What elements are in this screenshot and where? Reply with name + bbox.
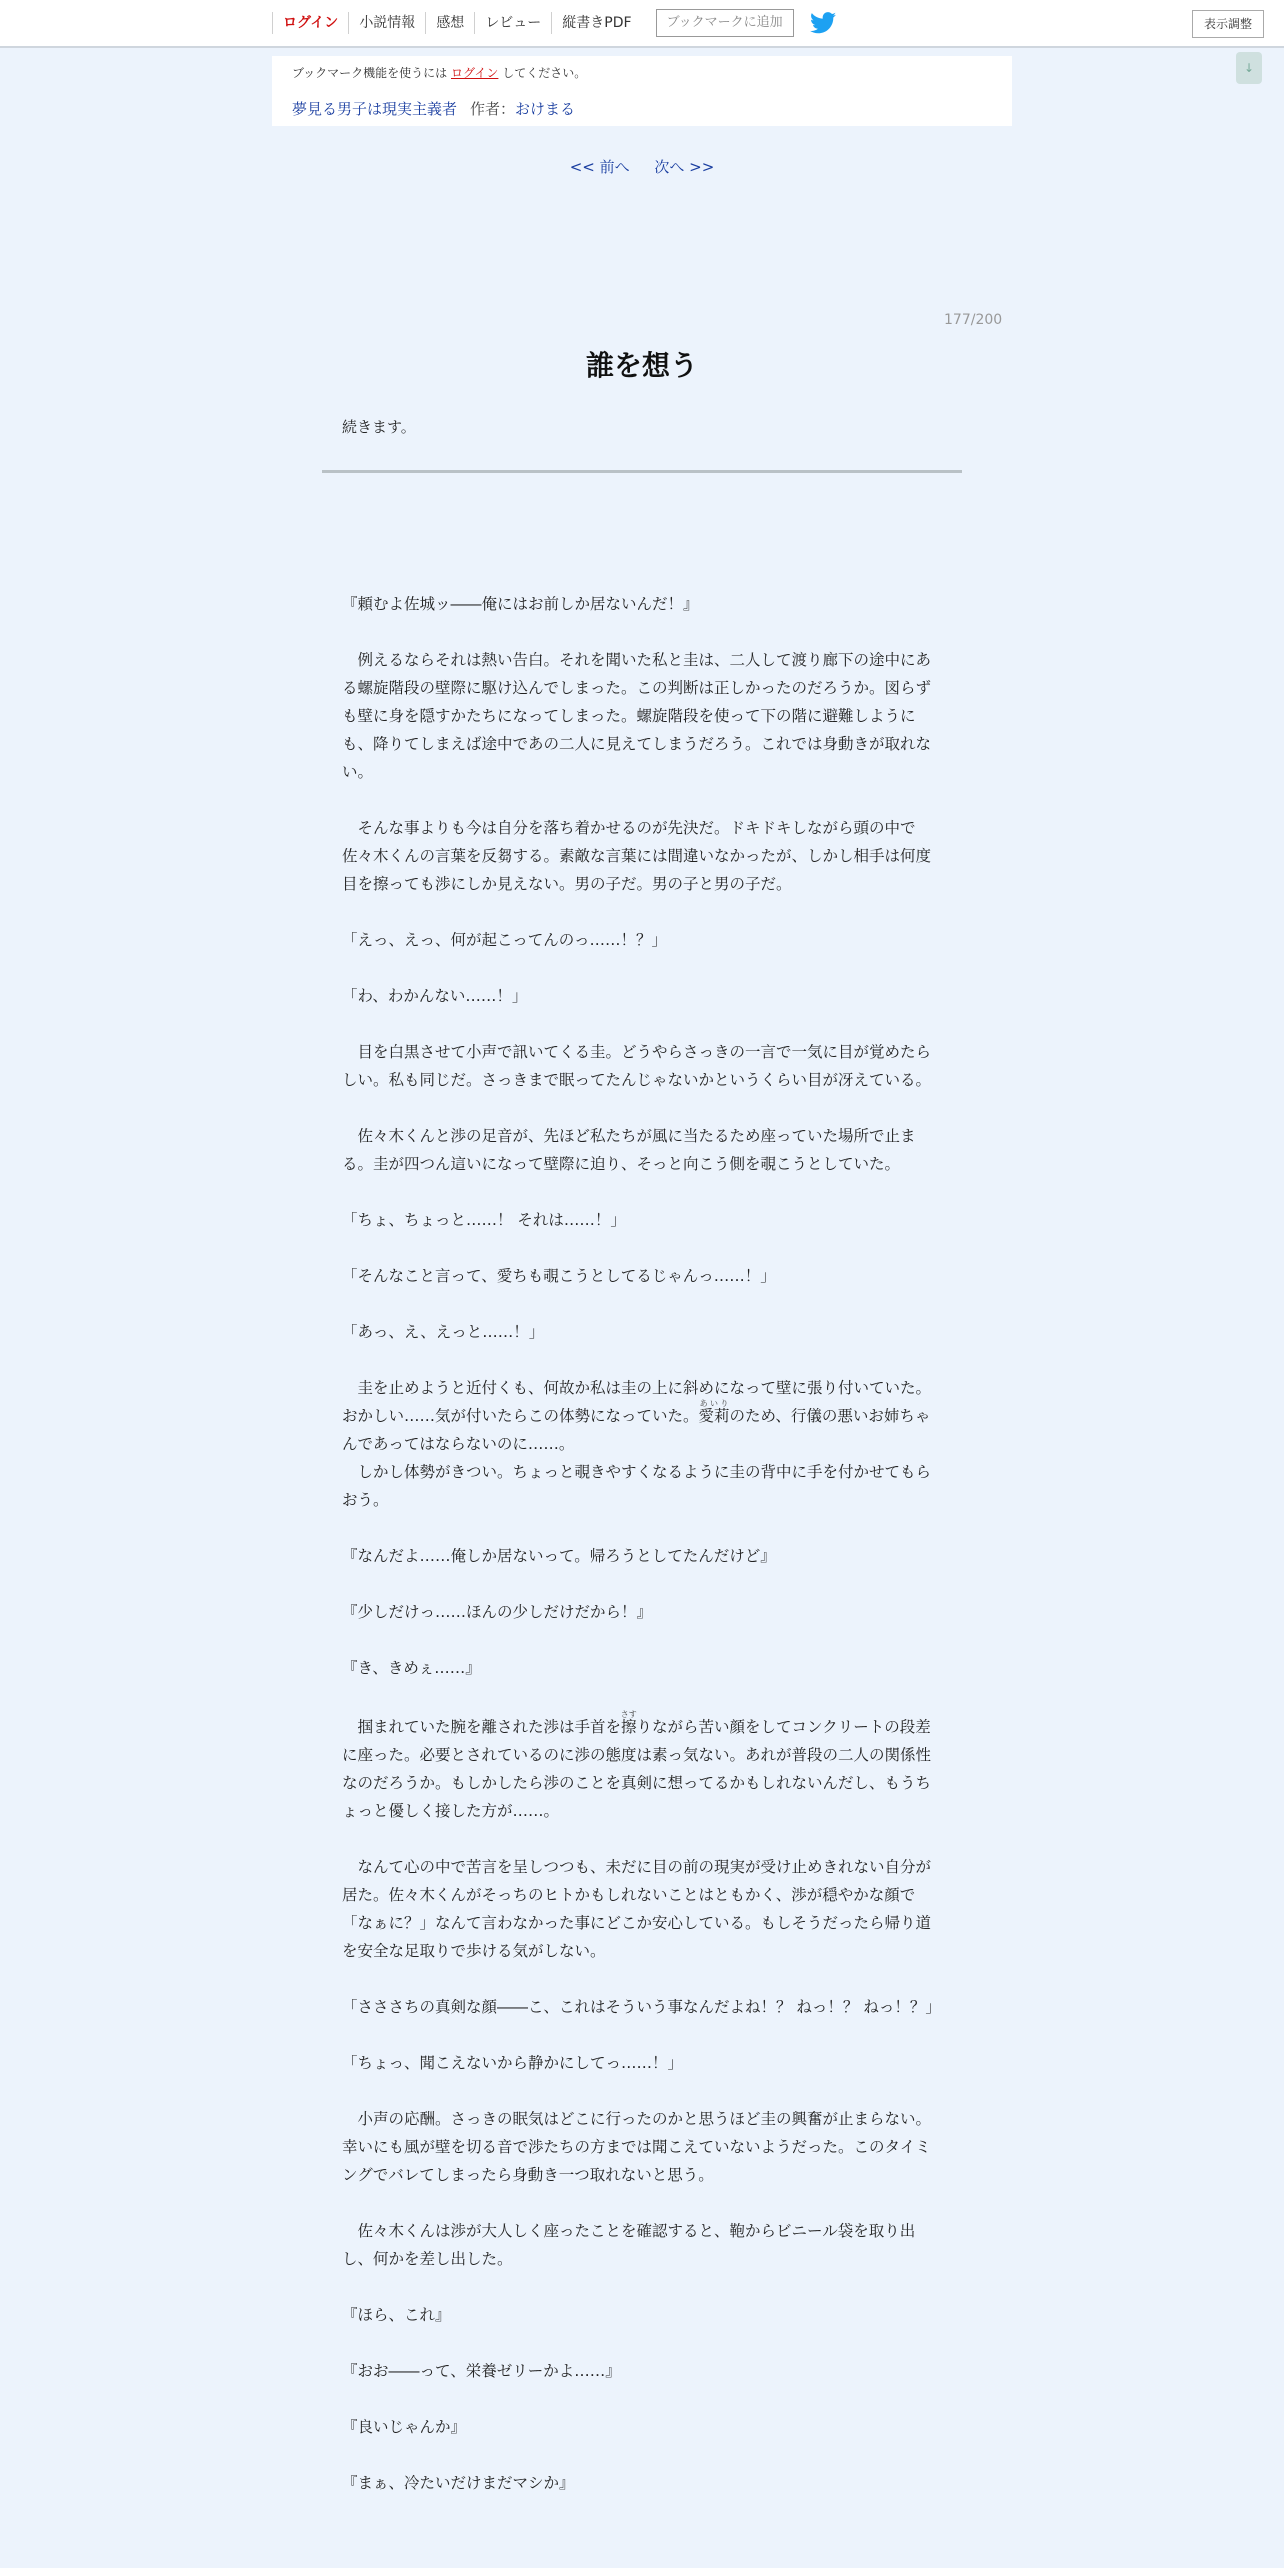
bookmark-login-note	[292, 64, 586, 81]
ruby-reading: さす	[620, 1710, 637, 1719]
prev-page-link[interactable]: << 前へ	[569, 158, 630, 176]
ruby-base: 擦	[620, 1718, 637, 1736]
author-line	[470, 98, 575, 119]
pager	[0, 156, 1284, 177]
novel-info-box	[272, 56, 1012, 126]
body-paragraph: 例えるならそれは熱い告白。それを聞いた私と圭は、二人して渡り廊下の途中にある螺旋階段の壁際に駆け込んでしまった。この判断は正しかったのだろうか。図らずも壁に身を隠すかたちになってしまった。螺旋階段を使って下の階に避難しようにも、降りてしまえば途中であの二人に見えてしまうだろう。これでは身動きが取れない。	[342, 651, 932, 781]
next-page-link[interactable]: 次へ >>	[654, 158, 715, 176]
body-paragraph: 「えっ、えっ、何が起こってんのっ……！？」	[342, 931, 668, 949]
chapter-body	[342, 590, 941, 2525]
top-nav-bar	[0, 0, 1284, 48]
nav-review-link[interactable]: レビュー	[474, 12, 551, 34]
body-paragraph: 目を白黒させて小声で訊いてくる圭。どうやらさっきの一言で一気に目が覚めたらしい。私も同じだ。さっきまで眠ってたんじゃないかというくらい目が冴えている。	[342, 1043, 932, 1089]
body-paragraph: 『少しだけっ……ほんの少しだけだから！』	[342, 1603, 653, 1621]
body-paragraph: なんて心の中で苦言を呈しつつも、未だに目の前の現実が受け止めきれない自分が居た。佐々木くんがそっちのヒトかもしれないことはともかく、渉が穏やかな顔で「なぁに？」なんて言わなかった事にどこか安心している。もしそうだったら帰り道を安全な足取りで歩ける気がしない。	[342, 1858, 932, 1960]
bm-note-post: してください。	[502, 66, 587, 80]
body-paragraph: 「あっ、え、えっと……！」	[342, 1323, 545, 1341]
nav-menu	[272, 0, 836, 46]
body-paragraph	[342, 1710, 938, 1825]
body-paragraph: 小声の応酬。さっきの眠気はどこに行ったのかと思うほど圭の興奮が止まらない。幸いにも風が壁を切る音で渉たちの方までは聞こえていないようだった。このタイミングでバレてしまったら身動き一つ取れないと思う。	[342, 2110, 932, 2184]
body-paragraph: 『おお――って、栄養ゼリーかよ……』	[342, 2362, 621, 2380]
body-paragraph: 『頼むよ佐城ッ――俺にはお前しか居ないんだ！』	[342, 595, 699, 613]
nav-pdf-link[interactable]: 縦書きPDF	[551, 12, 641, 34]
nav-novel-info-link[interactable]: 小説情報	[348, 12, 425, 34]
body-paragraph: 『き、きめぇ……』	[342, 1659, 481, 1677]
nav-login-link[interactable]: ログイン	[272, 12, 348, 34]
body-paragraph: 『なんだよ……俺しか居ないって。帰ろうとしてたんだけど』	[342, 1547, 776, 1565]
novel-title-link[interactable]: 夢見る男子は現実主義者	[292, 100, 458, 118]
ruby-annotation	[620, 1710, 637, 1736]
body-paragraph: 「ちょ、ちょっと……！ それは……！」	[342, 1211, 626, 1229]
ruby-base: 愛莉	[698, 1407, 730, 1425]
body-paragraph: 「ちょっ、聞こえないから静かにしてっ……！」	[342, 2054, 684, 2072]
paragraph-text: りながら苦い顔をしてコンクリートの段差に座った。必要とされているのに渉の態度は素っ気ない。あれが普段の二人の関係性なのだろうか。もしかしたら渉のことを真剣に想ってるかもしれないんだし、もうちょっと優しく接した方が……。	[342, 1718, 932, 1820]
body-paragraph: 佐々木くんは渉が大人しく座ったことを確認すると、鞄からビニール袋を取り出し、何かを差し出した。	[342, 2222, 916, 2268]
scroll-down-button[interactable]: ↓	[1236, 52, 1262, 84]
body-paragraph	[342, 1374, 938, 1458]
ruby-annotation	[698, 1399, 730, 1425]
display-adjust-button[interactable]: 表示調整	[1192, 10, 1264, 38]
body-paragraph: 『まぁ、冷たいだけまだマシか』	[342, 2474, 575, 2492]
paragraph-text: 圭を止めようと近付くも、何故か私は圭の上に斜めになって壁に張り付いていた。おかしい……気が付いたらこの体勢になっていた。	[342, 1379, 932, 1425]
body-paragraph: 「そんなこと言って、愛ちも覗こうとしてるじゃんっ……！」	[342, 1267, 776, 1285]
body-paragraph: 「わ、わかんない……！」	[342, 987, 528, 1005]
bm-note-pre: ブックマーク機能を使うには	[292, 66, 448, 80]
chapter-title: 誰を想う	[585, 349, 698, 382]
nav-impressions-link[interactable]: 感想	[425, 12, 474, 34]
twitter-icon[interactable]	[810, 12, 836, 34]
author-name-link[interactable]: おけまる	[515, 100, 576, 118]
preface-divider	[322, 470, 962, 473]
add-bookmark-button[interactable]: ブックマークに追加	[656, 9, 794, 37]
body-paragraph: 『ほら、これ』	[342, 2306, 451, 2324]
body-paragraph: そんな事よりも今は自分を落ち着かせるのが先決だ。ドキドキしながら頭の中で佐々木くんの言葉を反芻する。素敵な言葉には間違いなかったが、しかし相手は何度目を擦っても渉にしか見えない。男の子だ。男の子と男の子だ。	[342, 819, 932, 893]
chapter-preface: 続きます。	[342, 418, 416, 436]
paragraph-text: のため、行儀の悪いお姉ちゃんであってはならないのに……。	[342, 1407, 931, 1453]
episode-counter: 177/200	[944, 312, 1003, 328]
body-paragraph: 「さささちの真剣な顔――こ、これはそういう事なんだよね！？ ねっ！？ ねっ！？」	[342, 1998, 941, 2016]
body-paragraph: しかし体勢がきつい。ちょっと覗きやすくなるように圭の背中に手を付かせてもらおう。	[342, 1463, 932, 1509]
author-label: 作者：	[470, 100, 516, 118]
body-paragraph: 佐々木くんと渉の足音が、先ほど私たちが風に当たるため座っていた場所で止まる。圭が四つん這いになって壁際に迫り、そっと向こう側を覗こうとしていた。	[342, 1127, 916, 1173]
paragraph-text: 掴まれていた腕を離された渉は手首を	[342, 1718, 622, 1736]
body-paragraph: 『良いじゃんか』	[342, 2418, 467, 2436]
ruby-reading: あいり	[698, 1399, 730, 1408]
bm-note-login-link[interactable]: ログイン	[451, 66, 499, 80]
